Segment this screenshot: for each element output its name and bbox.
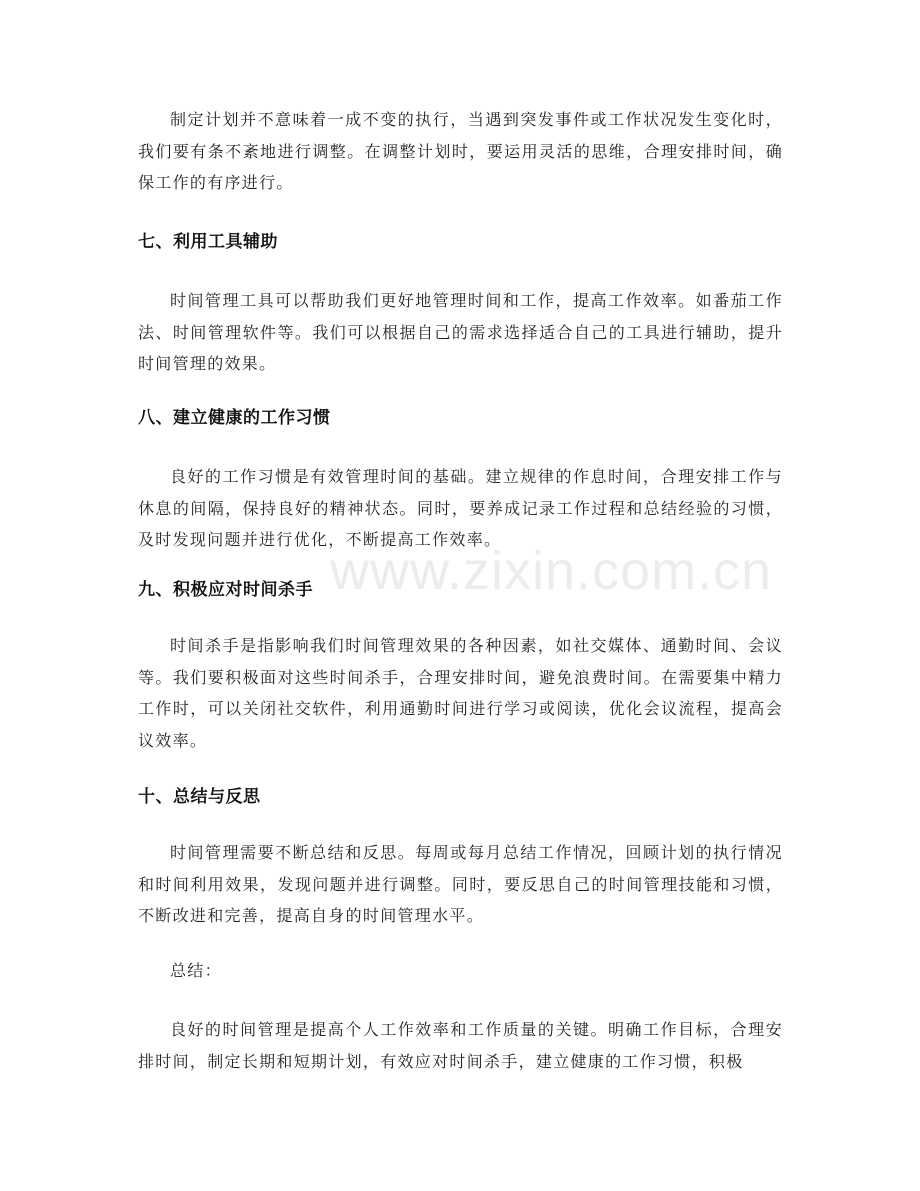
paragraph-time-killers: 时间杀手是指影响我们时间管理效果的各种因素，如社交媒体、通勤时间、会议等。我们要积极面对这些时间杀手，合理安排时间，避免浪费时间。在需要集中精力工作时，可以关闭社交软件，利用通勤时间进行学习或阅读，优化会议流程，提高会议效率。 xyxy=(138,636,783,750)
summary-label: 总结： xyxy=(170,961,222,980)
paragraph-tools: 时间管理工具可以帮助我们更好地管理时间和工作，提高工作效率。如番茄工作法、时间管理软件等。我们可以根据自己的需求选择适合自己的工具进行辅助，提升时间管理的效果。 xyxy=(138,291,783,373)
heading-time-killers: 九、积极应对时间杀手 xyxy=(138,580,313,600)
paragraph-summary: 良好的时间管理是提高个人工作效率和工作质量的关键。明确工作目标，合理安排时间，制定长期和短期计划，有效应对时间杀手，建立健康的工作习惯，积极 xyxy=(138,1020,783,1071)
heading-healthy-habits: 八、建立健康的工作习惯 xyxy=(138,408,331,428)
heading-summary-reflection: 十、总结与反思 xyxy=(138,787,261,807)
heading-use-tools: 七、利用工具辅助 xyxy=(138,232,278,252)
paragraph-reflection: 时间管理需要不断总结和反思。每周或每月总结工作情况，回顾计划的执行情况和时间利用效果，发现问题并进行调整。同时，要反思自己的时间管理技能和习惯，不断改进和完善，提高自身的时间管理水平。 xyxy=(138,843,783,925)
paragraph-habits: 良好的工作习惯是有效管理时间的基础。建立规律的作息时间，合理安排工作与休息的间隔，保持良好的精神状态。同时，要养成记录工作过程和总结经验的习惯，及时发现问题并进行优化，不断提高工作效率。 xyxy=(138,467,783,549)
paragraph-adjust-plan: 制定计划并不意味着一成不变的执行，当遇到突发事件或工作状况发生变化时，我们要有条不紊地进行调整。在调整计划时，要运用灵活的思维，合理安排时间，确保工作的有序进行。 xyxy=(138,110,783,192)
watermark: www.zixin.com.cn xyxy=(330,541,773,601)
